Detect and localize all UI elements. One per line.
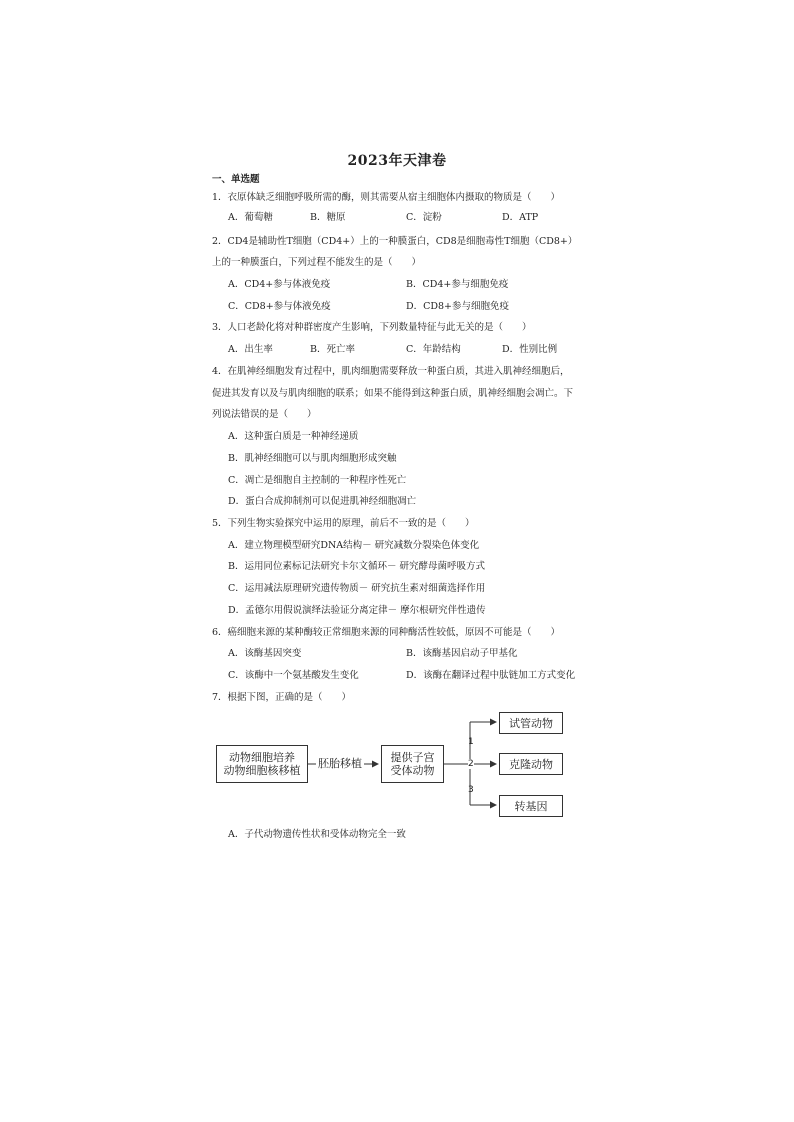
q4-option-d[interactable]: D．蛋白合成抑制剂可以促进肌神经细胞凋亡 [228, 496, 417, 507]
q4-stem-line1: 4．在肌神经细胞发育过程中，肌肉细胞需要释放一种蛋白质，其进入肌神经细胞后， [212, 366, 570, 377]
box-recipient-animal [381, 745, 444, 783]
q1-option-b[interactable]: B．糖原 [310, 212, 346, 223]
q4-option-a[interactable]: A．这种蛋白质是一种神经递质 [228, 431, 359, 442]
out2-label: 克隆动物 [509, 757, 553, 771]
q6-option-d[interactable]: D．该酶在翻译过程中肽链加工方式变化 [406, 670, 576, 681]
q4-stem-line2: 促进其发育以及与肌肉细胞的联系；如果不能得到这种蛋白质，肌神经细胞会凋亡。下 [212, 388, 574, 399]
box-clone-animal [499, 753, 563, 775]
q1-option-a[interactable]: A．葡萄糖 [228, 212, 273, 223]
q3-stem: 3．人口老龄化将对种群密度产生影响，下列数量特征与此无关的是（ ） [212, 322, 532, 333]
branch-number-2: 2 [468, 759, 474, 769]
box-transgenic [499, 795, 563, 817]
box2-line1: 提供子宫 [390, 751, 435, 764]
q5-option-b[interactable]: B．运用同位素标记法研究卡尔文循环－ 研究酵母菌呼吸方式 [228, 561, 486, 572]
q7-option-a[interactable]: A．子代动物遗传性状和受体动物完全一致 [228, 829, 406, 840]
box1-line1: 动物细胞培养 [229, 751, 295, 764]
q4-stem-line3: 列说法错误的是（ ） [212, 409, 317, 420]
section-heading: 一、单选题 [212, 174, 260, 185]
q1-option-c[interactable]: C．淀粉 [406, 212, 442, 223]
box1-line2: 动物细胞核移植 [223, 764, 301, 777]
q4-option-b[interactable]: B．肌神经细胞可以与肌肉细胞形成突触 [228, 453, 397, 464]
out3-label: 转基因 [514, 799, 548, 813]
q5-option-a[interactable]: A．建立物理模型研究DNA结构－ 研究减数分裂染色体变化 [228, 540, 480, 551]
branch-number-1: 1 [468, 737, 474, 747]
q2-stem-line1: 2．CD4是辅助性T细胞（CD4+）上的一种膜蛋白，CD8是细胞毒性T细胞（CD8+） [212, 236, 578, 247]
branch-number-3: 3 [468, 785, 474, 795]
q2-option-a[interactable]: A．CD4+参与体液免疫 [228, 279, 331, 290]
q2-stem-line2: 上的一种膜蛋白，下列过程不能发生的是（ ） [212, 257, 422, 268]
q5-option-c[interactable]: C．运用减法原理研究遗传物质－ 研究抗生素对细菌选择作用 [228, 583, 486, 594]
page-title: 2023年天津卷 [347, 153, 447, 169]
q1-option-d[interactable]: D．ATP [502, 212, 539, 223]
q6-option-b[interactable]: B．该酶基因启动子甲基化 [406, 648, 518, 659]
box2-line2: 受体动物 [390, 764, 435, 777]
q6-option-c[interactable]: C．该酶中一个氨基酸发生变化 [228, 670, 359, 681]
q7-stem: 7．根据下图，正确的是（ ） [212, 692, 352, 703]
q6-option-a[interactable]: A．该酶基因突变 [228, 648, 302, 659]
out1-label: 试管动物 [509, 716, 553, 730]
label-embryo-transfer: 胚胎移植 [318, 757, 362, 770]
q3-option-b[interactable]: B．死亡率 [310, 344, 355, 355]
q3-option-c[interactable]: C．年龄结构 [406, 344, 461, 355]
q2-option-d[interactable]: D．CD8+参与细胞免疫 [406, 301, 510, 312]
q5-stem: 5．下列生物实验探究中运用的原理，前后不一致的是（ ） [212, 518, 475, 529]
q4-option-c[interactable]: C．凋亡是细胞自主控制的一种程序性死亡 [228, 475, 407, 486]
q1-stem: 1．衣原体缺乏细胞呼吸所需的酶，则其需要从宿主细胞体内摄取的物质是（ ） [212, 192, 561, 203]
q5-option-d[interactable]: D．孟德尔用假说演绎法验证分离定律－ 摩尔根研究伴性遗传 [228, 605, 486, 616]
q2-option-b[interactable]: B．CD4+参与细胞免疫 [406, 279, 509, 290]
q3-option-a[interactable]: A．出生率 [228, 344, 273, 355]
q3-option-d[interactable]: D．性别比例 [502, 344, 558, 355]
q6-stem: 6．癌细胞来源的某种酶较正常细胞来源的同种酶活性较低，原因不可能是（ ） [212, 627, 561, 638]
box-cell-techniques [216, 745, 308, 783]
q2-option-c[interactable]: C．CD8+参与体液免疫 [228, 301, 331, 312]
box-test-tube-animal [499, 712, 563, 734]
